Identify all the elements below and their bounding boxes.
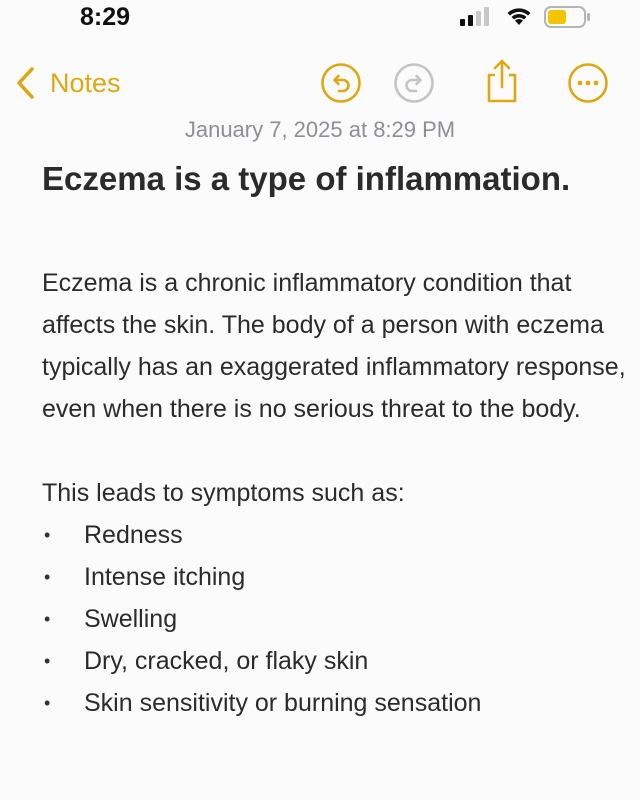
- undo-button[interactable]: [319, 61, 363, 105]
- share-button[interactable]: [480, 57, 524, 105]
- battery-icon: [544, 5, 592, 29]
- list-item-text: Intense itching: [84, 563, 246, 591]
- list-item: [42, 556, 632, 598]
- list-item-text: Skin sensitivity or burning sensation: [84, 689, 482, 717]
- chevron-left-icon: [14, 66, 36, 100]
- bullet-icon: •: [44, 693, 51, 713]
- bullet-icon: •: [44, 525, 51, 545]
- redo-icon: [392, 61, 436, 105]
- more-icon: [566, 61, 610, 105]
- note-date: January 7, 2025 at 8:29 PM: [184, 117, 456, 142]
- list-item: [42, 598, 632, 640]
- back-button[interactable]: [14, 63, 121, 103]
- undo-icon: [319, 61, 363, 105]
- note-intro: This leads to symptoms such as:: [42, 479, 405, 507]
- more-button[interactable]: [566, 61, 610, 105]
- list-item-text: Redness: [84, 521, 183, 549]
- toolbar: [0, 55, 640, 111]
- note-body[interactable]: [42, 262, 632, 724]
- redo-button[interactable]: [392, 61, 436, 105]
- list-item-text: Dry, cracked, or flaky skin: [84, 647, 369, 675]
- bullet-list: [42, 514, 632, 724]
- bullet-icon: •: [44, 609, 51, 629]
- list-item: [42, 640, 632, 682]
- bullet-icon: •: [44, 567, 51, 587]
- note-paragraph: Eczema is a chronic inflammatory condition that affects the skin. The body of a person with eczema typically has an exaggerated inflammatory response, even when there is no serious threat to the body.: [42, 269, 626, 423]
- list-item: [42, 682, 632, 724]
- bullet-icon: •: [44, 651, 51, 671]
- status-bar: [0, 0, 640, 40]
- back-label: Notes: [50, 67, 121, 98]
- share-icon: [480, 57, 524, 105]
- blank-line: [42, 430, 632, 472]
- list-item: [42, 514, 632, 556]
- note-title[interactable]: Eczema is a type of inflammation.: [42, 160, 571, 197]
- list-item-text: Swelling: [84, 605, 178, 633]
- signal-icon: [459, 6, 495, 28]
- wifi-icon: [505, 5, 533, 27]
- status-time: 8:29: [80, 3, 131, 31]
